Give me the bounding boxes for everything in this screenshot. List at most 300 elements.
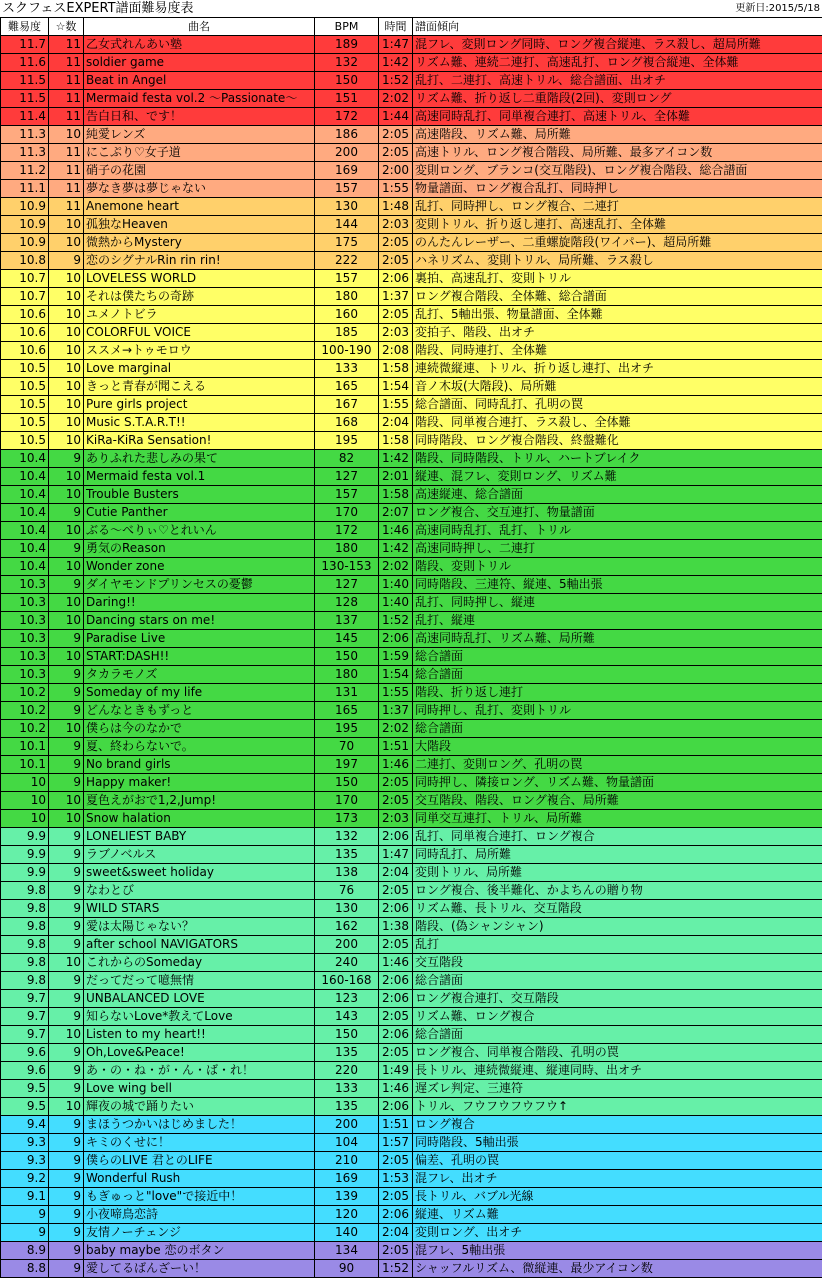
bpm-cell: 210 bbox=[315, 1152, 379, 1170]
stars-cell: 10 bbox=[49, 234, 84, 252]
difficulty-cell: 10.3 bbox=[1, 648, 49, 666]
tendency-cell: リズム難、ロング複合 bbox=[413, 1008, 822, 1026]
stars-cell: 11 bbox=[49, 180, 84, 198]
bpm-cell: 165 bbox=[315, 378, 379, 396]
table-row bbox=[1, 450, 822, 468]
difficulty-cell: 9.8 bbox=[1, 882, 49, 900]
stars-cell: 9 bbox=[49, 1170, 84, 1188]
difficulty-cell: 9.8 bbox=[1, 918, 49, 936]
bpm-cell: 82 bbox=[315, 450, 379, 468]
time-cell: 2:05 bbox=[379, 252, 413, 270]
song-title-cell: なわとび bbox=[84, 882, 315, 900]
difficulty-cell: 11.4 bbox=[1, 108, 49, 126]
bpm-cell: 172 bbox=[315, 108, 379, 126]
song-title-cell: baby maybe 恋のボタン bbox=[84, 1242, 315, 1260]
song-title-cell: KiRa-KiRa Sensation! bbox=[84, 432, 315, 450]
stars-cell: 9 bbox=[49, 1008, 84, 1026]
table-row bbox=[1, 954, 822, 972]
tendency-cell: 乱打 bbox=[413, 936, 822, 954]
difficulty-cell: 10.7 bbox=[1, 270, 49, 288]
stars-cell: 9 bbox=[49, 936, 84, 954]
tendency-cell: 同時押し、隣接ロング、リズム難、物量譜面 bbox=[413, 774, 822, 792]
stars-cell: 9 bbox=[49, 1080, 84, 1098]
difficulty-cell: 10.5 bbox=[1, 360, 49, 378]
difficulty-cell: 9.4 bbox=[1, 1116, 49, 1134]
stars-cell: 10 bbox=[49, 342, 84, 360]
song-title-cell: No brand girls bbox=[84, 756, 315, 774]
song-title-cell: 友情ノーチェンジ bbox=[84, 1224, 315, 1242]
stars-cell: 10 bbox=[49, 720, 84, 738]
time-cell: 1:51 bbox=[379, 1116, 413, 1134]
table-row bbox=[1, 90, 822, 108]
stars-cell: 9 bbox=[49, 774, 84, 792]
table-row bbox=[1, 540, 822, 558]
bpm-cell: 220 bbox=[315, 1062, 379, 1080]
song-title-cell: after school NAVIGATORS bbox=[84, 936, 315, 954]
table-row bbox=[1, 864, 822, 882]
tendency-cell: リズム難、連続二連打、高速乱打、ロング複合縦連、全体難 bbox=[413, 54, 822, 72]
table-row bbox=[1, 738, 822, 756]
stars-cell: 10 bbox=[49, 1026, 84, 1044]
song-title-cell: 告白日和、です！ bbox=[84, 108, 315, 126]
song-title-cell: START:DASH!! bbox=[84, 648, 315, 666]
time-cell: 2:06 bbox=[379, 972, 413, 990]
time-cell: 1:46 bbox=[379, 756, 413, 774]
bpm-cell: 128 bbox=[315, 594, 379, 612]
song-title-cell: Someday of my life bbox=[84, 684, 315, 702]
table-row bbox=[1, 594, 822, 612]
bpm-cell: 186 bbox=[315, 126, 379, 144]
difficulty-cell: 8.8 bbox=[1, 1260, 49, 1278]
tendency-cell: 長トリル、連続微縦連、縦連同時、出オチ bbox=[413, 1062, 822, 1080]
table-row bbox=[1, 1080, 822, 1098]
difficulty-cell: 11.5 bbox=[1, 90, 49, 108]
stars-cell: 10 bbox=[49, 468, 84, 486]
stars-cell: 9 bbox=[49, 504, 84, 522]
difficulty-cell: 11.3 bbox=[1, 126, 49, 144]
time-cell: 1:42 bbox=[379, 54, 413, 72]
updated-date: 更新日:2015/5/18 bbox=[735, 3, 820, 14]
song-title-cell: soldier game bbox=[84, 54, 315, 72]
song-title-cell: タカラモノズ bbox=[84, 666, 315, 684]
difficulty-cell: 10.4 bbox=[1, 468, 49, 486]
time-cell: 2:06 bbox=[379, 270, 413, 288]
stars-cell: 10 bbox=[49, 954, 84, 972]
song-title-cell: ぶる～べりぃ♡とれいん bbox=[84, 522, 315, 540]
bpm-cell: 133 bbox=[315, 1080, 379, 1098]
time-cell: 1:53 bbox=[379, 1170, 413, 1188]
tendency-cell: 同時階段、5軸出張 bbox=[413, 1134, 822, 1152]
difficulty-cell: 10.3 bbox=[1, 594, 49, 612]
time-cell: 2:03 bbox=[379, 324, 413, 342]
stars-cell: 11 bbox=[49, 36, 84, 54]
stars-cell: 11 bbox=[49, 108, 84, 126]
tendency-cell: 変拍子、階段、出オチ bbox=[413, 324, 822, 342]
song-title-cell: Love wing bell bbox=[84, 1080, 315, 1098]
sheet-header bbox=[0, 0, 822, 17]
difficulty-cell: 10.5 bbox=[1, 414, 49, 432]
tendency-cell: のんたんレーザー、二重螺旋階段(ワイパー)、超局所難 bbox=[413, 234, 822, 252]
bpm-cell: 170 bbox=[315, 792, 379, 810]
stars-cell: 10 bbox=[49, 216, 84, 234]
song-title-cell: Mermaid festa vol.1 bbox=[84, 468, 315, 486]
song-title-cell: 夢なき夢は夢じゃない bbox=[84, 180, 315, 198]
time-cell: 2:06 bbox=[379, 990, 413, 1008]
time-cell: 1:42 bbox=[379, 450, 413, 468]
bpm-cell: 151 bbox=[315, 90, 379, 108]
table-row bbox=[1, 1170, 822, 1188]
bpm-cell: 134 bbox=[315, 1242, 379, 1260]
song-title-cell: どんなときもずっと bbox=[84, 702, 315, 720]
time-cell: 2:06 bbox=[379, 1026, 413, 1044]
bpm-cell: 132 bbox=[315, 828, 379, 846]
tendency-cell: 総合譜面 bbox=[413, 1026, 822, 1044]
table-row bbox=[1, 702, 822, 720]
tendency-cell: 変則ロング、出オチ bbox=[413, 1224, 822, 1242]
song-title-cell: 僕らは今のなかで bbox=[84, 720, 315, 738]
table-row bbox=[1, 180, 822, 198]
bpm-cell: 168 bbox=[315, 414, 379, 432]
difficulty-cell: 9.9 bbox=[1, 846, 49, 864]
stars-cell: 9 bbox=[49, 918, 84, 936]
table-row bbox=[1, 378, 822, 396]
difficulty-cell: 9.8 bbox=[1, 936, 49, 954]
table-row bbox=[1, 1206, 822, 1224]
bpm-cell: 180 bbox=[315, 540, 379, 558]
stars-cell: 10 bbox=[49, 126, 84, 144]
header-tendency: 譜面傾向 bbox=[413, 18, 822, 36]
difficulty-cell: 10.2 bbox=[1, 720, 49, 738]
stars-cell: 11 bbox=[49, 198, 84, 216]
song-title-cell: ユメノトビラ bbox=[84, 306, 315, 324]
time-cell: 1:54 bbox=[379, 666, 413, 684]
bpm-cell: 200 bbox=[315, 936, 379, 954]
difficulty-cell: 10.1 bbox=[1, 738, 49, 756]
tendency-cell: シャッフルリズム、微縦連、最少アイコン数 bbox=[413, 1260, 822, 1278]
time-cell: 2:05 bbox=[379, 774, 413, 792]
song-title-cell: Pure girls project bbox=[84, 396, 315, 414]
tendency-cell: 階段、同単複合連打、ラス殺し、全体難 bbox=[413, 414, 822, 432]
bpm-cell: 169 bbox=[315, 162, 379, 180]
table-header-row bbox=[1, 18, 822, 36]
tendency-cell: 高速縦連、総合譜面 bbox=[413, 486, 822, 504]
difficulty-cell: 11.1 bbox=[1, 180, 49, 198]
song-title-cell: 知らないLove*教えてLove bbox=[84, 1008, 315, 1026]
bpm-cell: 139 bbox=[315, 1188, 379, 1206]
stars-cell: 9 bbox=[49, 1260, 84, 1278]
bpm-cell: 200 bbox=[315, 144, 379, 162]
tendency-cell: 乱打、同単複合連打、ロング複合 bbox=[413, 828, 822, 846]
table-row bbox=[1, 306, 822, 324]
tendency-cell: 裏拍、高速乱打、変則トリル bbox=[413, 270, 822, 288]
bpm-cell: 90 bbox=[315, 1260, 379, 1278]
table-row bbox=[1, 1188, 822, 1206]
tendency-cell: 乱打、同時押し、縦連 bbox=[413, 594, 822, 612]
difficulty-cell: 10.4 bbox=[1, 450, 49, 468]
bpm-cell: 70 bbox=[315, 738, 379, 756]
tendency-cell: ロング複合階段、全体難、総合譜面 bbox=[413, 288, 822, 306]
song-title-cell: Paradise Live bbox=[84, 630, 315, 648]
stars-cell: 10 bbox=[49, 288, 84, 306]
time-cell: 2:08 bbox=[379, 342, 413, 360]
difficulty-cell: 9.6 bbox=[1, 1062, 49, 1080]
stars-cell: 10 bbox=[49, 612, 84, 630]
table-row bbox=[1, 324, 822, 342]
song-title-cell: 微熱からMystery bbox=[84, 234, 315, 252]
stars-cell: 11 bbox=[49, 144, 84, 162]
stars-cell: 9 bbox=[49, 1062, 84, 1080]
bpm-cell: 222 bbox=[315, 252, 379, 270]
difficulty-cell: 10.4 bbox=[1, 522, 49, 540]
song-title-cell: UNBALANCED LOVE bbox=[84, 990, 315, 1008]
bpm-cell: 135 bbox=[315, 1044, 379, 1062]
bpm-cell: 175 bbox=[315, 234, 379, 252]
time-cell: 1:46 bbox=[379, 954, 413, 972]
stars-cell: 9 bbox=[49, 738, 84, 756]
difficulty-cell: 9.5 bbox=[1, 1080, 49, 1098]
song-title-cell: キミのくせに！ bbox=[84, 1134, 315, 1152]
bpm-cell: 104 bbox=[315, 1134, 379, 1152]
time-cell: 1:40 bbox=[379, 576, 413, 594]
table-row bbox=[1, 1026, 822, 1044]
bpm-cell: 123 bbox=[315, 990, 379, 1008]
stars-cell: 11 bbox=[49, 162, 84, 180]
time-cell: 1:37 bbox=[379, 702, 413, 720]
time-cell: 1:52 bbox=[379, 72, 413, 90]
stars-cell: 9 bbox=[49, 252, 84, 270]
tendency-cell: 偏差、孔明の罠 bbox=[413, 1152, 822, 1170]
table-row bbox=[1, 504, 822, 522]
song-title-cell: これからのSomeday bbox=[84, 954, 315, 972]
table-row bbox=[1, 792, 822, 810]
table-row bbox=[1, 396, 822, 414]
table-row bbox=[1, 234, 822, 252]
bpm-cell: 120 bbox=[315, 1206, 379, 1224]
bpm-cell: 180 bbox=[315, 288, 379, 306]
bpm-cell: 130 bbox=[315, 198, 379, 216]
song-title-cell: 愛は太陽じゃない？ bbox=[84, 918, 315, 936]
bpm-cell: 127 bbox=[315, 576, 379, 594]
song-title-cell: にこぷり♡女子道 bbox=[84, 144, 315, 162]
stars-cell: 10 bbox=[49, 396, 84, 414]
tendency-cell: 乱打、同時押し、ロング複合、二連打 bbox=[413, 198, 822, 216]
time-cell: 2:06 bbox=[379, 828, 413, 846]
stars-cell: 9 bbox=[49, 1152, 84, 1170]
table-row bbox=[1, 810, 822, 828]
time-cell: 2:05 bbox=[379, 882, 413, 900]
time-cell: 2:04 bbox=[379, 1224, 413, 1242]
time-cell: 1:49 bbox=[379, 1062, 413, 1080]
difficulty-cell: 10.1 bbox=[1, 756, 49, 774]
tendency-cell: 長トリル、バブル光線 bbox=[413, 1188, 822, 1206]
song-title-cell: きっと青春が聞こえる bbox=[84, 378, 315, 396]
tendency-cell: ロング複合、交互連打、物量譜面 bbox=[413, 504, 822, 522]
song-title-cell: 勇気のReason bbox=[84, 540, 315, 558]
tendency-cell: 音ノ木坂(大階段)、局所難 bbox=[413, 378, 822, 396]
tendency-cell: 階段、同時連打、全体難 bbox=[413, 342, 822, 360]
bpm-cell: 157 bbox=[315, 180, 379, 198]
song-title-cell: Wonder zone bbox=[84, 558, 315, 576]
difficulty-cell: 9.5 bbox=[1, 1098, 49, 1116]
stars-cell: 10 bbox=[49, 522, 84, 540]
difficulty-cell: 10.6 bbox=[1, 324, 49, 342]
time-cell: 2:06 bbox=[379, 900, 413, 918]
table-row bbox=[1, 1224, 822, 1242]
difficulty-table bbox=[0, 17, 822, 1278]
bpm-cell: 170 bbox=[315, 504, 379, 522]
table-row bbox=[1, 1008, 822, 1026]
song-title-cell: Daring!! bbox=[84, 594, 315, 612]
table-row bbox=[1, 126, 822, 144]
bpm-cell: 144 bbox=[315, 216, 379, 234]
bpm-cell: 130-153 bbox=[315, 558, 379, 576]
time-cell: 2:05 bbox=[379, 234, 413, 252]
tendency-cell: ハネリズム、変則トリル、局所難、ラス殺し bbox=[413, 252, 822, 270]
difficulty-cell: 10.5 bbox=[1, 432, 49, 450]
song-title-cell: ラブノベルス bbox=[84, 846, 315, 864]
time-cell: 1:44 bbox=[379, 108, 413, 126]
table-row bbox=[1, 1062, 822, 1080]
bpm-cell: 150 bbox=[315, 1026, 379, 1044]
bpm-cell: 150 bbox=[315, 774, 379, 792]
time-cell: 1:42 bbox=[379, 540, 413, 558]
bpm-cell: 160-168 bbox=[315, 972, 379, 990]
table-row bbox=[1, 828, 822, 846]
bpm-cell: 195 bbox=[315, 720, 379, 738]
table-row bbox=[1, 666, 822, 684]
table-row bbox=[1, 1242, 822, 1260]
song-title-cell: Anemone heart bbox=[84, 198, 315, 216]
table-row bbox=[1, 54, 822, 72]
tendency-cell: 階段、(偽シャンシャン) bbox=[413, 918, 822, 936]
tendency-cell: 遅ズレ判定、三連符 bbox=[413, 1080, 822, 1098]
bpm-cell: 169 bbox=[315, 1170, 379, 1188]
difficulty-cell: 9.9 bbox=[1, 828, 49, 846]
difficulty-cell: 10.3 bbox=[1, 630, 49, 648]
song-title-cell: あ・の・ね・が・ん・ば・れ！ bbox=[84, 1062, 315, 1080]
stars-cell: 10 bbox=[49, 594, 84, 612]
header-song: 曲名 bbox=[84, 18, 315, 36]
table-row bbox=[1, 936, 822, 954]
time-cell: 1:37 bbox=[379, 288, 413, 306]
difficulty-cell: 9.3 bbox=[1, 1152, 49, 1170]
table-row bbox=[1, 432, 822, 450]
difficulty-cell: 10 bbox=[1, 810, 49, 828]
song-title-cell: COLORFUL VOICE bbox=[84, 324, 315, 342]
song-title-cell: 小夜啼鳥恋詩 bbox=[84, 1206, 315, 1224]
difficulty-cell: 10.6 bbox=[1, 342, 49, 360]
difficulty-cell: 9.9 bbox=[1, 864, 49, 882]
time-cell: 2:04 bbox=[379, 414, 413, 432]
time-cell: 2:01 bbox=[379, 468, 413, 486]
time-cell: 2:05 bbox=[379, 936, 413, 954]
song-title-cell: 硝子の花園 bbox=[84, 162, 315, 180]
bpm-cell: 131 bbox=[315, 684, 379, 702]
time-cell: 1:55 bbox=[379, 180, 413, 198]
song-title-cell: 輝夜の城で踊りたい bbox=[84, 1098, 315, 1116]
time-cell: 1:58 bbox=[379, 486, 413, 504]
difficulty-cell: 9.3 bbox=[1, 1134, 49, 1152]
table-row bbox=[1, 414, 822, 432]
time-cell: 1:54 bbox=[379, 378, 413, 396]
tendency-cell: 同時階段、ロング複合階段、終盤難化 bbox=[413, 432, 822, 450]
time-cell: 2:02 bbox=[379, 90, 413, 108]
tendency-cell: 変則ロング、ブランコ(交互階段)、ロング複合階段、総合譜面 bbox=[413, 162, 822, 180]
tendency-cell: 連続微縦連、トリル、折り返し連打、出オチ bbox=[413, 360, 822, 378]
time-cell: 2:03 bbox=[379, 216, 413, 234]
table-row bbox=[1, 108, 822, 126]
difficulty-cell: 10.9 bbox=[1, 216, 49, 234]
time-cell: 1:57 bbox=[379, 1134, 413, 1152]
tendency-cell: 縦連、混フレ、変則ロング、リズム難 bbox=[413, 468, 822, 486]
bpm-cell: 150 bbox=[315, 648, 379, 666]
tendency-cell: 物量譜面、ロング複合乱打、同時押し bbox=[413, 180, 822, 198]
stars-cell: 10 bbox=[49, 792, 84, 810]
song-title-cell: Dancing stars on me! bbox=[84, 612, 315, 630]
time-cell: 2:05 bbox=[379, 1044, 413, 1062]
bpm-cell: 165 bbox=[315, 702, 379, 720]
tendency-cell: 高速トリル、ロング複合階段、局所難、最多アイコン数 bbox=[413, 144, 822, 162]
tendency-cell: トリル、フウフウフウフウ↑ bbox=[413, 1098, 822, 1116]
difficulty-cell: 10.7 bbox=[1, 288, 49, 306]
bpm-cell: 137 bbox=[315, 612, 379, 630]
song-title-cell: Love marginal bbox=[84, 360, 315, 378]
stars-cell: 9 bbox=[49, 540, 84, 558]
table-row bbox=[1, 198, 822, 216]
tendency-cell: 変則トリル、局所難 bbox=[413, 864, 822, 882]
song-title-cell: Cutie Panther bbox=[84, 504, 315, 522]
table-row bbox=[1, 342, 822, 360]
table-row bbox=[1, 1134, 822, 1152]
tendency-cell: 階段、同時階段、トリル、ハートブレイク bbox=[413, 450, 822, 468]
time-cell: 2:03 bbox=[379, 810, 413, 828]
stars-cell: 9 bbox=[49, 756, 84, 774]
difficulty-cell: 10.5 bbox=[1, 378, 49, 396]
time-cell: 1:52 bbox=[379, 612, 413, 630]
tendency-cell: 縦連、リズム難 bbox=[413, 1206, 822, 1224]
song-title-cell: Happy maker! bbox=[84, 774, 315, 792]
tendency-cell: 高速階段、リズム難、局所難 bbox=[413, 126, 822, 144]
tendency-cell: 総合譜面 bbox=[413, 720, 822, 738]
table-row bbox=[1, 1116, 822, 1134]
difficulty-cell: 10.4 bbox=[1, 486, 49, 504]
difficulty-cell: 9 bbox=[1, 1206, 49, 1224]
stars-cell: 9 bbox=[49, 684, 84, 702]
difficulty-cell: 8.9 bbox=[1, 1242, 49, 1260]
tendency-cell: 高速同時押し、二連打 bbox=[413, 540, 822, 558]
song-title-cell: 恋のシグナルRin rin rin! bbox=[84, 252, 315, 270]
time-cell: 2:00 bbox=[379, 162, 413, 180]
stars-cell: 9 bbox=[49, 1134, 84, 1152]
stars-cell: 9 bbox=[49, 1242, 84, 1260]
header-stars: ☆数 bbox=[49, 18, 84, 36]
stars-cell: 11 bbox=[49, 90, 84, 108]
time-cell: 2:05 bbox=[379, 792, 413, 810]
time-cell: 1:58 bbox=[379, 432, 413, 450]
time-cell: 1:55 bbox=[379, 396, 413, 414]
header-bpm: BPM bbox=[315, 18, 379, 36]
tendency-cell: リズム難、折り返し二重階段(2回)、変則ロング bbox=[413, 90, 822, 108]
song-title-cell: 乙女式れんあい塾 bbox=[84, 36, 315, 54]
table-row bbox=[1, 612, 822, 630]
table-row bbox=[1, 144, 822, 162]
table-row bbox=[1, 882, 822, 900]
song-title-cell: Wonderful Rush bbox=[84, 1170, 315, 1188]
table-row bbox=[1, 1098, 822, 1116]
stars-cell: 10 bbox=[49, 324, 84, 342]
stars-cell: 9 bbox=[49, 1044, 84, 1062]
table-row bbox=[1, 1152, 822, 1170]
